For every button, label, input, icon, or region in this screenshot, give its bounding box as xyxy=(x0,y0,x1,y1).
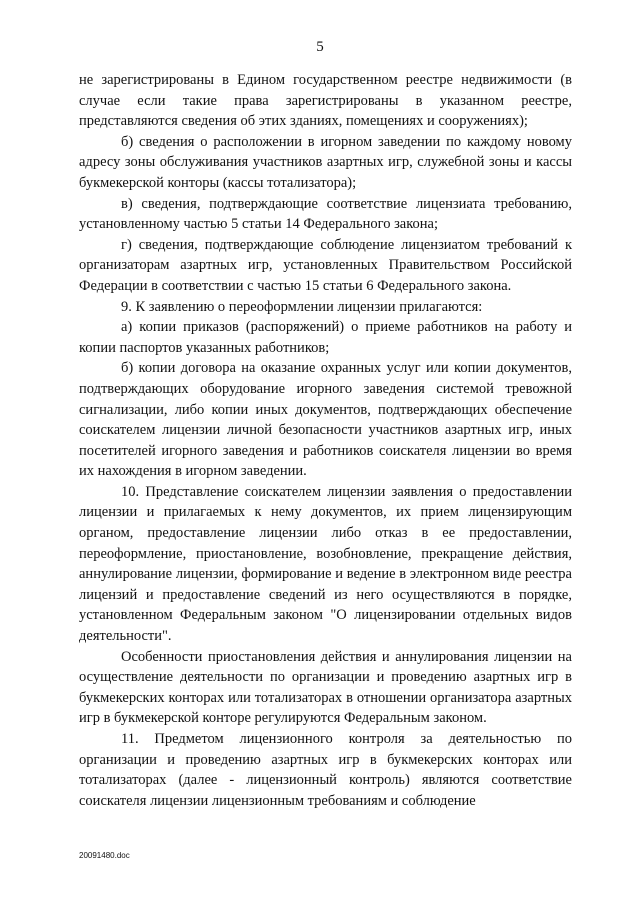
document-body xyxy=(79,70,572,811)
paragraph-suspension-features: Особенности приостановления действия и аннулирования лицензии на осуществление деятельности по организации и проведению азартных игр в букмекерских конторах или тотализаторах в отношении организатора азартных игр в букмекерской конторе регулируются Федеральным законом. xyxy=(79,648,572,727)
paragraph-item-10: 10. Представление соискателем лицензии заявления о предоставлении лицензии и прилагаемых к нему документов, их прием лицензирующим органом, предоставление лицензии либо отказ в ее предоставлении, переоформление, приостановление, возобновление, прекращение действия, аннулирование лицензии, формирование и ведение в электронном виде реестра лицензий и предоставление сведений из него осуществляются в порядке, установленном Федеральным законом "О лицензировании отдельных видов деятельности". xyxy=(79,483,572,645)
page-number: 5 xyxy=(316,39,324,55)
footer-file-code: 20091480.doc xyxy=(79,851,130,860)
paragraph-item-9a: а) копии приказов (распоряжений) о приеме работников на работу и копии паспортов указанных работников; xyxy=(79,319,572,356)
paragraph-location-info: б) сведения о расположении в игорном заведении по каждому новому адресу зоны обслуживания участников азартных игр, служебной зоны и кассы букмекерской конторы (кассы тотализатора); xyxy=(79,133,572,191)
paragraph-organizer-requirements: г) сведения, подтверждающие соблюдение лицензиатом требований к организаторам азартных игр, установленных Правительством Российской Федерации в соответствии с частью 15 статьи 6 Федерального закона. xyxy=(79,236,572,294)
paragraph-item-9-heading: 9. К заявлению о переоформлении лицензии прилагаются: xyxy=(121,298,483,315)
paragraph-item-11: 11. Предметом лицензионного контроля за деятельностью по организации и проведению азартных игр в букмекерских конторах или тотализаторах (далее - лицензионный контроль) являются соответствие соискателя лицензии лицензионным требованиям и соблюдение xyxy=(79,731,572,809)
paragraph-item-9b: б) копии договора на оказание охранных услуг или копии документов, подтверждающих оборудование игорного заведения системой тревожной сигнализации, либо копии иных документов, подтверждающих обеспечение соискателем лицензии личной безопасности участников азартных игр, иных посетителей игорного заведения и работников соискателя лицензии во время их нахождения в игорном заведении. xyxy=(79,360,572,480)
paragraph-compliance-requirement: в) сведения, подтверждающие соответствие лицензиата требованию, установленному частью 5 статьи 14 Федерального закона; xyxy=(79,195,572,233)
paragraph-property-registry: не зарегистрированы в Едином государственном реестре недвижимости (в случае если такие права зарегистрированы в указанном реестре, представляются сведения об этих зданиях, помещениях и сооружениях); xyxy=(79,72,572,130)
